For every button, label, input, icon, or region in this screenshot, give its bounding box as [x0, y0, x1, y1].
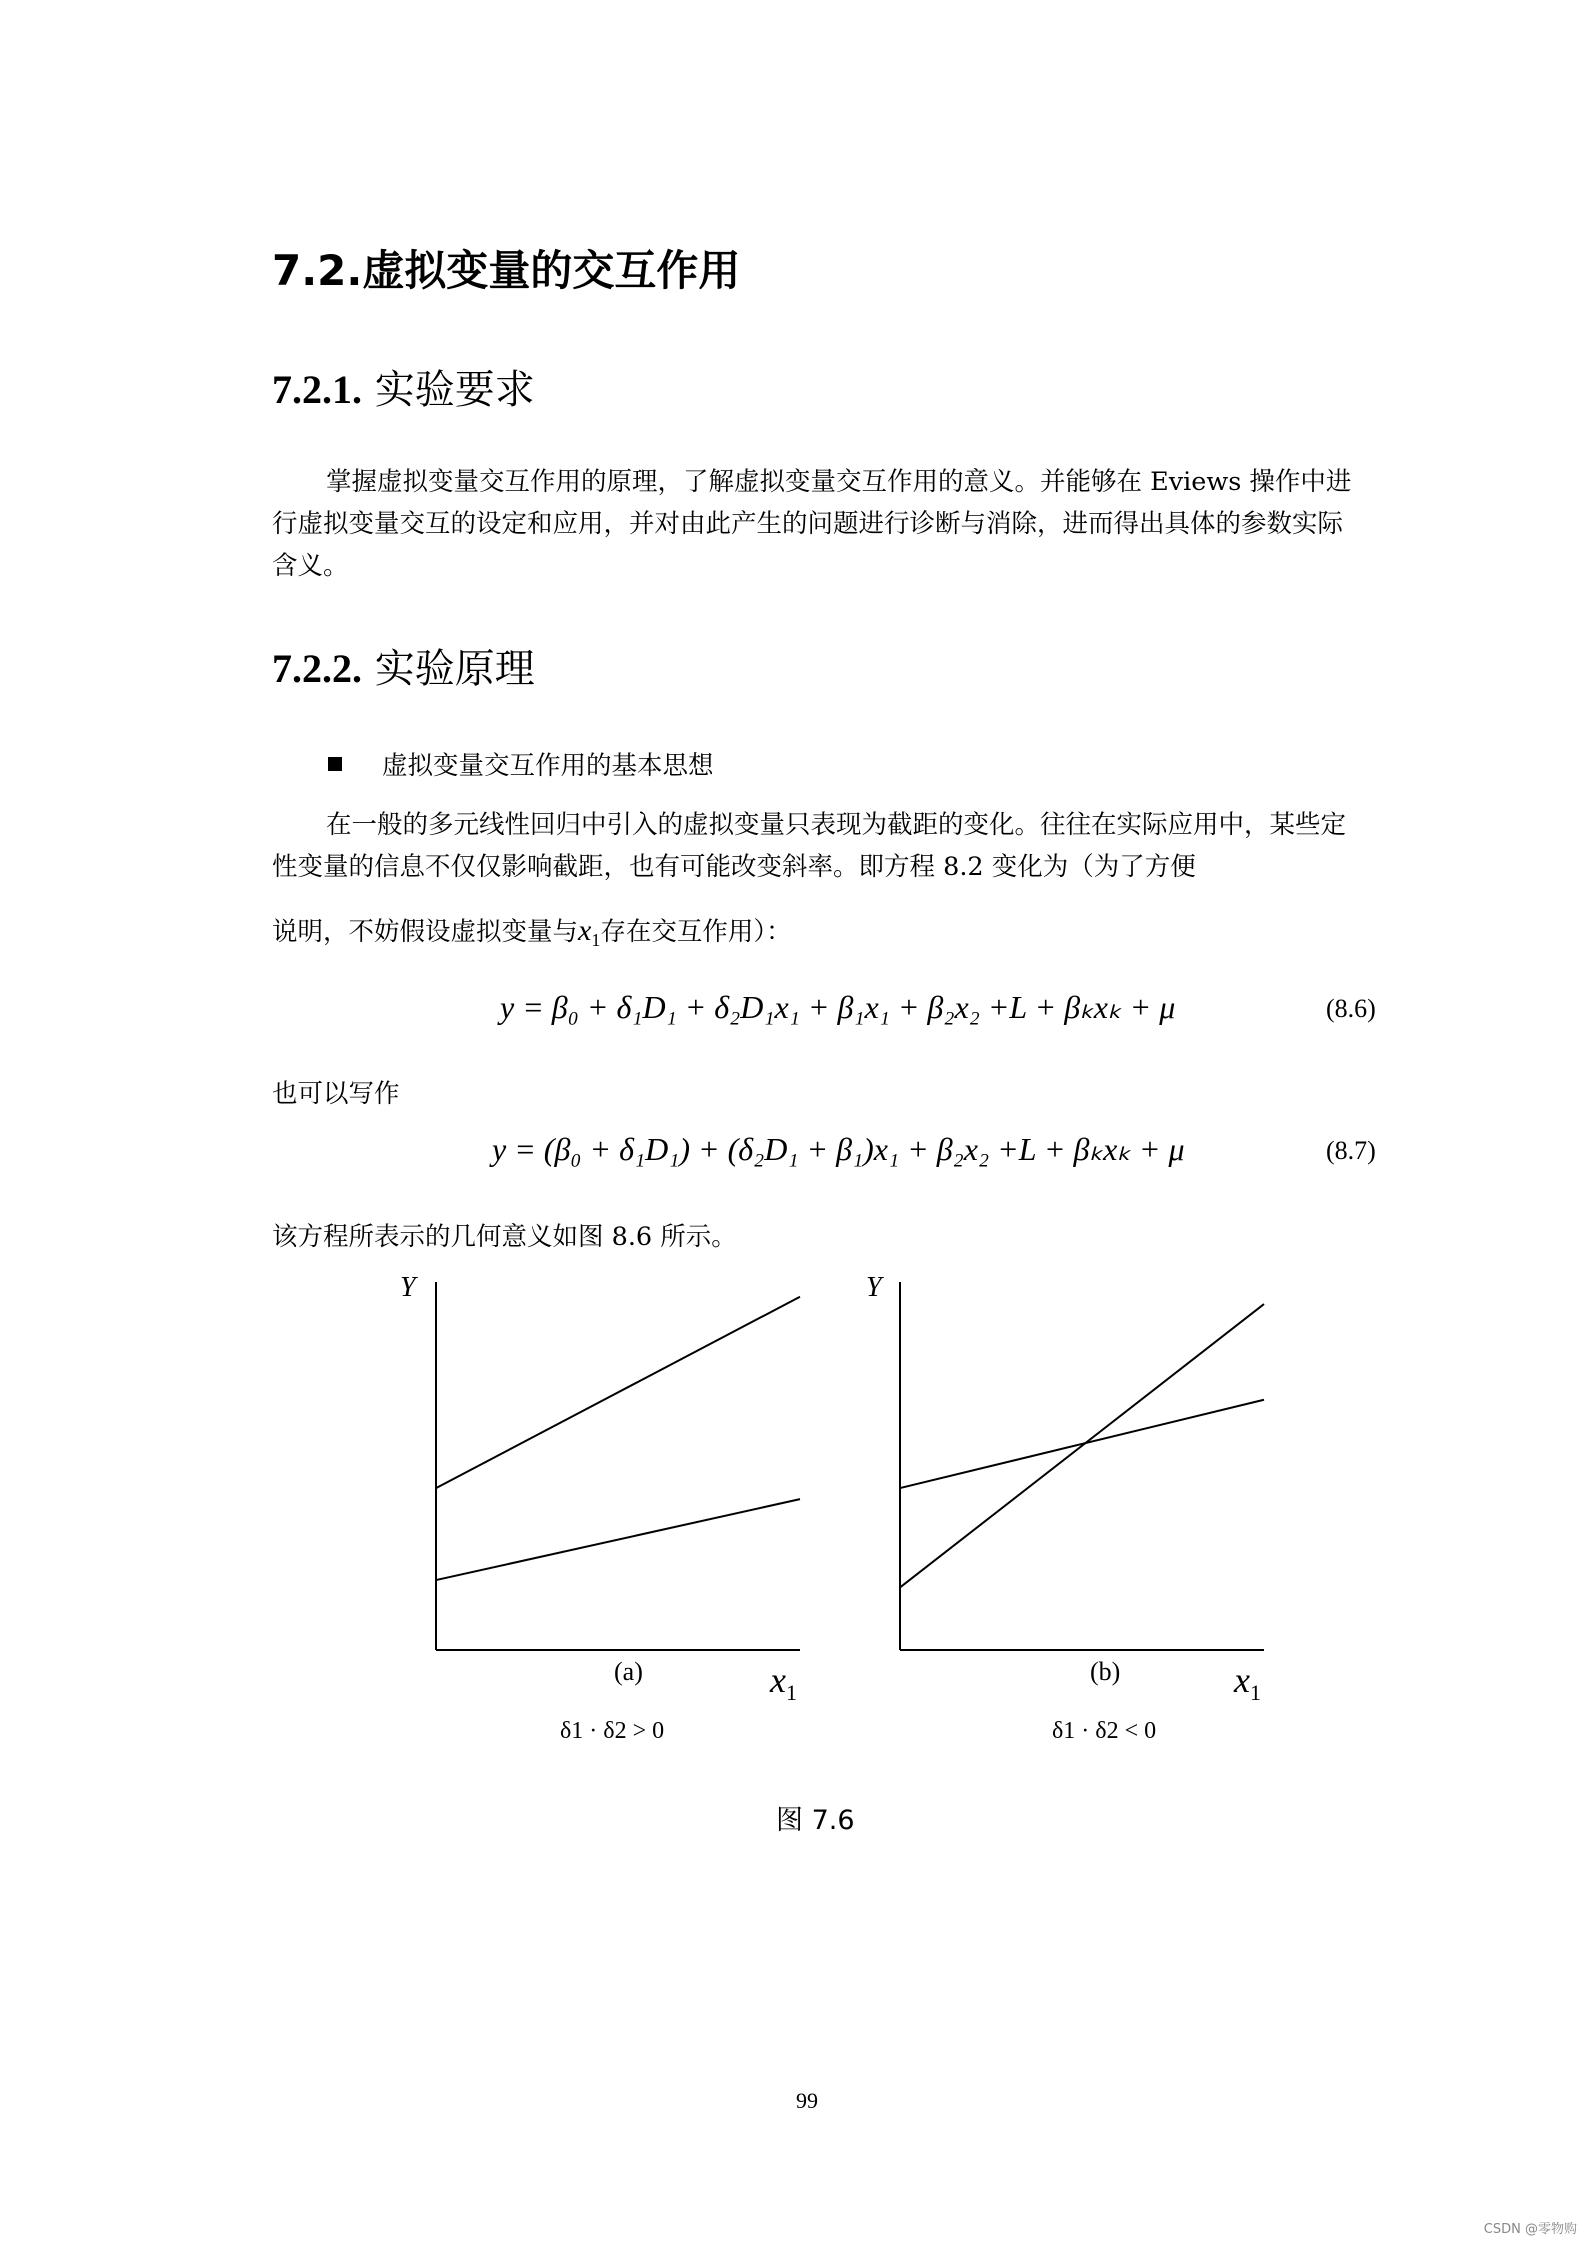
requirement-paragraph: 掌握虚拟变量交互作用的原理，了解虚拟变量交互作用的意义。并能够在 Eviews 操作中进行虚拟变量交互的设定和应用，并对由此产生的问题进行诊断与消除，进而得出具体的参数实际含义。	[272, 467, 1352, 581]
subsection-title: 实验原理	[374, 646, 535, 692]
subsection-number: 7.2.2.	[272, 646, 362, 691]
panel-label: (a)	[614, 1657, 643, 1686]
subsection-number: 7.2.1.	[272, 367, 362, 412]
panel-condition: δ1 · δ2 > 0	[560, 1718, 665, 1744]
text-run: 存在交互作用）：	[600, 917, 792, 947]
panel-label: (b)	[1090, 1657, 1121, 1686]
page-number: 99	[796, 2088, 818, 2113]
series-line-lower	[436, 1499, 800, 1580]
equation-number: (8.7)	[1326, 1136, 1376, 1165]
watermark: CSDN @零物购	[1483, 2222, 1577, 2237]
bullet-text: 虚拟变量交互作用的基本思想	[382, 751, 714, 781]
section-heading: 7.2.虚拟变量的交互作用	[272, 246, 741, 295]
equation-8-6: y = β₀ + δ₁D₁ + δ₂D₁x₁ + β₁x₁ + β₂x₂ +L + βₖxₖ + μ	[500, 989, 1176, 1025]
series-line-flat	[900, 1400, 1264, 1488]
series-line-steep	[900, 1304, 1264, 1587]
equation-8-7: y = (β₀ + δ₁D₁) + (δ₂D₁ + β₁)x₁ + β₂x₂ +L + βₖxₖ + μ	[492, 1131, 1185, 1167]
series-line-upper	[436, 1297, 800, 1488]
figure-caption: 图 7.6	[776, 1805, 855, 1836]
figure-reference-text: 该方程所表示的几何意义如图 8.6 所示。	[272, 1222, 737, 1252]
subsection-title: 实验要求	[374, 367, 535, 413]
equation-number: (8.6)	[1326, 994, 1376, 1023]
x-axis-label: $x_1$	[1234, 1660, 1261, 1705]
principle-paragraph: 在一般的多元线性回归中引入的虚拟变量只表现为截距的变化。往往在实际应用中，某些定性变量的信息不仅仅影响截距，也有可能改变斜率。即方程 8.2 变化为（为了方便	[272, 810, 1347, 882]
math-subscript: 1	[591, 930, 601, 951]
y-axis-label: Y	[400, 1272, 416, 1303]
math-variable: x	[578, 914, 592, 947]
y-axis-label: Y	[866, 1272, 882, 1303]
panel-condition: δ1 · δ2 < 0	[1052, 1718, 1157, 1744]
text-run: 说明，不妨假设虚拟变量与	[272, 917, 579, 947]
x-axis-label: $x_1$	[770, 1660, 797, 1705]
also-written-text: 也可以写作	[272, 1079, 400, 1109]
